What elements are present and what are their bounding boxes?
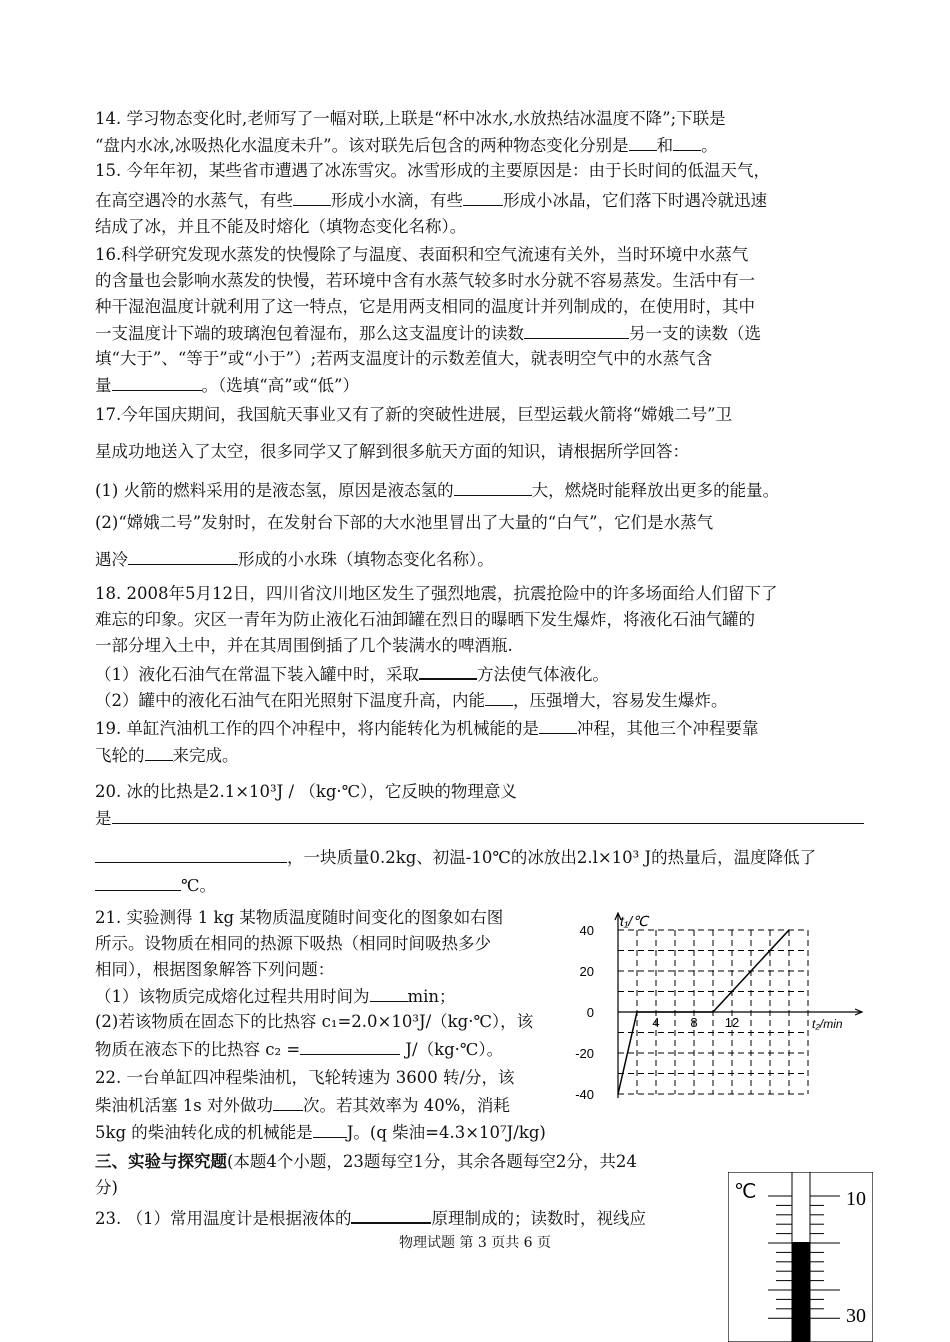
- x-tick-label: 12: [724, 1015, 740, 1030]
- thermometer-label-top: 10: [846, 1188, 866, 1210]
- q14-blank-2[interactable]: [673, 133, 701, 151]
- q17-line3: [95, 478, 779, 503]
- q23-text: 原理制成的；读数时，视线应: [431, 1209, 646, 1228]
- q20-line2: [95, 806, 864, 831]
- q21-line3: 相同），根据图象解答下列问题：: [95, 960, 335, 979]
- q20-text: ℃。: [181, 876, 216, 895]
- q16-text: 一支温度计下端的玻璃泡包着湿布，那么这支温度计的读数: [95, 324, 524, 343]
- q22-line2: [95, 1093, 510, 1118]
- q17-line5: [95, 547, 494, 572]
- q22-line1: 22. 一台单缸四冲程柴油机，飞轮转速为 3600 转/分，该: [95, 1068, 515, 1087]
- graph-y-label: t₁/℃: [620, 913, 648, 929]
- q16-text: 。（选填“高”或“低”）: [201, 376, 359, 395]
- q22-line3: [95, 1120, 546, 1145]
- y-tick-label: -40: [575, 1087, 594, 1102]
- q23-text: 23. （1）常用温度计是根据液体的: [95, 1209, 352, 1228]
- q16-line5: 填“大于”、“等于”或“小于”）;若两支温度计的示数差值大，就表明空气中的水蒸气含: [95, 349, 713, 368]
- thermometer-diagram: [728, 1172, 873, 1342]
- q21-text: min；: [407, 987, 456, 1006]
- q14-blank-1[interactable]: [629, 133, 657, 151]
- q16-line6: [95, 373, 359, 398]
- x-tick-label: 4: [652, 1015, 660, 1030]
- y-tick-label: 20: [579, 964, 594, 979]
- q20-text: 是: [95, 809, 112, 828]
- q21-line2: 所示。设物质在相同的热源下吸热（相同时间吸热多少: [95, 934, 491, 953]
- q17-text: 遇冷: [95, 550, 128, 569]
- q18-text: （2）罐中的液化石油气在阳光照射下温度升高，内能: [95, 691, 485, 710]
- q23-blank-1[interactable]: [351, 1205, 431, 1224]
- q22-blank-2[interactable]: [313, 1120, 347, 1138]
- section3-desc: (本题4个小题，23题每空1分，其余各题每空2分，共24: [227, 1152, 637, 1171]
- q22-text: 次。若其效率为 40%，消耗: [302, 1096, 510, 1115]
- q16-text: 另一支的读数（选: [629, 324, 761, 343]
- thermometer-liquid-column: [792, 1242, 810, 1342]
- q17-line4: (2)“嫦娥二号”发射时，在发射台下部的大水池里冒出了大量的“白气”，它们是水蒸气: [95, 513, 714, 532]
- q16-blank-2[interactable]: [112, 373, 202, 391]
- q21-line4: [95, 984, 456, 1009]
- q14-text: “盘内水冰,冰吸热化水温度未升”。该对联先后包含的两种物态变化分别是: [95, 136, 629, 155]
- q21-line6: [95, 1037, 503, 1062]
- q16-line1: 16.科学研究发现水蒸发的快慢除了与温度、表面积和空气流速有关外，当时环境中水蒸气: [95, 245, 749, 264]
- q18-text: 方法使气体液化。: [477, 665, 609, 684]
- page-footer: 物理试题 第 3 页共 6 页: [398, 1235, 552, 1251]
- q18-line5: [95, 688, 728, 713]
- q18-line2: 难忘的印象。灾区一青年为防止液化石油卸罐在烈日的曝晒下发生爆炸，将液化石油气罐的: [95, 610, 755, 629]
- q21-blank-1[interactable]: [370, 984, 408, 1002]
- thermometer-label-bottom: 30: [846, 1305, 866, 1327]
- q15-text: 在高空遇冷的水蒸气，有些: [95, 191, 293, 210]
- q16-line2: 的含量也会影响水蒸发的快慢，若环境中含有水蒸气较多时水分就不容易蒸发。生活中有一: [95, 271, 755, 290]
- q21-line1: 21. 实验测得 1 kg 某物质温度随时间变化的图象如右图: [95, 908, 504, 927]
- q19-text: 飞轮的: [95, 746, 145, 765]
- q17-blank-1[interactable]: [454, 478, 532, 496]
- q21-blank-2[interactable]: [300, 1037, 400, 1055]
- x-tick-label: 8: [690, 1015, 698, 1030]
- q20-blank-3[interactable]: [95, 873, 181, 891]
- q21-line5: (2)若该物质在固态下的比热容 c₁=2.0×10³J/（kg·℃），该: [95, 1012, 534, 1031]
- q15-blank-2[interactable]: [463, 188, 503, 206]
- graph-x-label: t₂/min: [812, 1017, 843, 1031]
- q17-text: 大，燃烧时能释放出更多的能量。: [531, 481, 780, 500]
- q21-text: J/（kg·℃）。: [400, 1040, 504, 1059]
- q14-text: 。: [701, 136, 718, 155]
- q15-text: 形成小冰晶，它们落下时遇冷就迅速: [503, 191, 767, 210]
- q18-text: （1）液化石油气在常温下装入罐中时，采取: [95, 665, 419, 684]
- q14-line1: 14. 学习物态变化时,老师写了一幅对联,上联是“杯中冰水,水放热结冰温度不降”;下联是: [95, 109, 726, 128]
- y-tick-label: 40: [579, 923, 594, 938]
- section3-heading: [95, 1150, 637, 1174]
- q17-line2: 星成功地送入了太空，很多同学又了解到很多航天方面的知识，请根据所学回答：: [95, 442, 689, 461]
- section3-title: 三、实验与探究题: [95, 1152, 227, 1171]
- q14-text: 和: [656, 136, 674, 155]
- q18-line4: [95, 661, 609, 687]
- y-tick-label: 0: [586, 1005, 594, 1020]
- q19-line1: [95, 716, 759, 741]
- q19-blank-2[interactable]: [145, 743, 173, 761]
- q15-line2: [95, 188, 767, 213]
- q18-line1: 18. 2008年5月12日，四川省汶川地区发生了强烈地震，抗震抢险中的许多场面给人们留下了: [95, 584, 778, 603]
- q19-text: 19. 单缸汽油机工作的四个冲程中，将内能转化为机械能的是: [95, 719, 539, 738]
- q15-line3: 结成了冰，并且不能及时熔化（填物态变化名称）。: [95, 217, 467, 236]
- q22-blank-1[interactable]: [273, 1093, 303, 1111]
- q22-text: 柴油机活塞 1s 对外做功: [95, 1096, 273, 1115]
- q19-text: 冲程，其他三个冲程要靠: [577, 719, 759, 738]
- section3-desc-line2: 分): [95, 1178, 118, 1197]
- q20-line3: [95, 845, 816, 870]
- q18-line3: 一部分埋入土中，并在其周围倒插了几个装满水的啤酒瓶.: [95, 636, 513, 655]
- q22-text: 5kg 的柴油转化成的机械能是: [95, 1123, 313, 1142]
- q20-text: ，一块质量0.2kg、初温-10℃的冰放出2.l×10³ J的热量后，温度降低了: [287, 848, 817, 867]
- q16-line4: [95, 321, 761, 346]
- graph-axes: [615, 913, 862, 1098]
- q15-text: 形成小水滴，有些: [331, 191, 463, 210]
- q17-text: 形成的小水珠（填物态变化名称）。: [238, 550, 494, 569]
- q18-text: ，压强增大，容易发生爆炸。: [513, 691, 728, 710]
- q19-line2: [95, 743, 239, 768]
- q19-text: 来完成。: [172, 746, 239, 765]
- q20-blank-1[interactable]: [112, 806, 864, 824]
- q17-blank-2[interactable]: [128, 547, 238, 565]
- q18-blank-2[interactable]: [485, 688, 513, 706]
- thermometer-unit: ℃: [734, 1181, 757, 1203]
- q21-text: （1）该物质完成熔化过程共用时间为: [95, 987, 370, 1006]
- q20-blank-2[interactable]: [95, 845, 287, 863]
- temperature-time-graph: [570, 912, 870, 1102]
- y-tick-label: -20: [575, 1046, 594, 1061]
- q18-blank-1[interactable]: [419, 661, 477, 680]
- q20-line4: [95, 873, 216, 898]
- q17-line1: 17.今年国庆期间，我国航天事业又有了新的突破性进展，巨型运载火箭将“嫦娥二号”卫: [95, 405, 733, 424]
- q16-line3: 种干湿泡温度计就利用了这一特点，它是用两支相同的温度计并列制成的，在使用时，其中: [95, 297, 755, 316]
- q15-blank-1[interactable]: [293, 188, 331, 206]
- q14-line2: [95, 133, 718, 158]
- q20-line1: 20. 冰的比热是2.1×10³J / （kg·℃），它反映的物理意义: [95, 782, 517, 801]
- q16-blank-1[interactable]: [524, 321, 629, 339]
- q22-text: J。(q 柴油=4.3×10⁷J/kg): [346, 1123, 546, 1142]
- q15-line1: 15. 今年年初，某些省市遭遇了冰冻雪灾。冰雪形成的主要原因是：由于长时间的低温天气，: [95, 161, 770, 180]
- q21-text: 物质在液态下的比热容 c₂ =: [95, 1040, 301, 1059]
- q16-text: 量: [95, 376, 112, 395]
- q23-line1: [95, 1205, 646, 1231]
- q17-text: (1) 火箭的燃料采用的是液态氢，原因是液态氢的: [95, 481, 454, 500]
- q19-blank-1[interactable]: [539, 716, 577, 734]
